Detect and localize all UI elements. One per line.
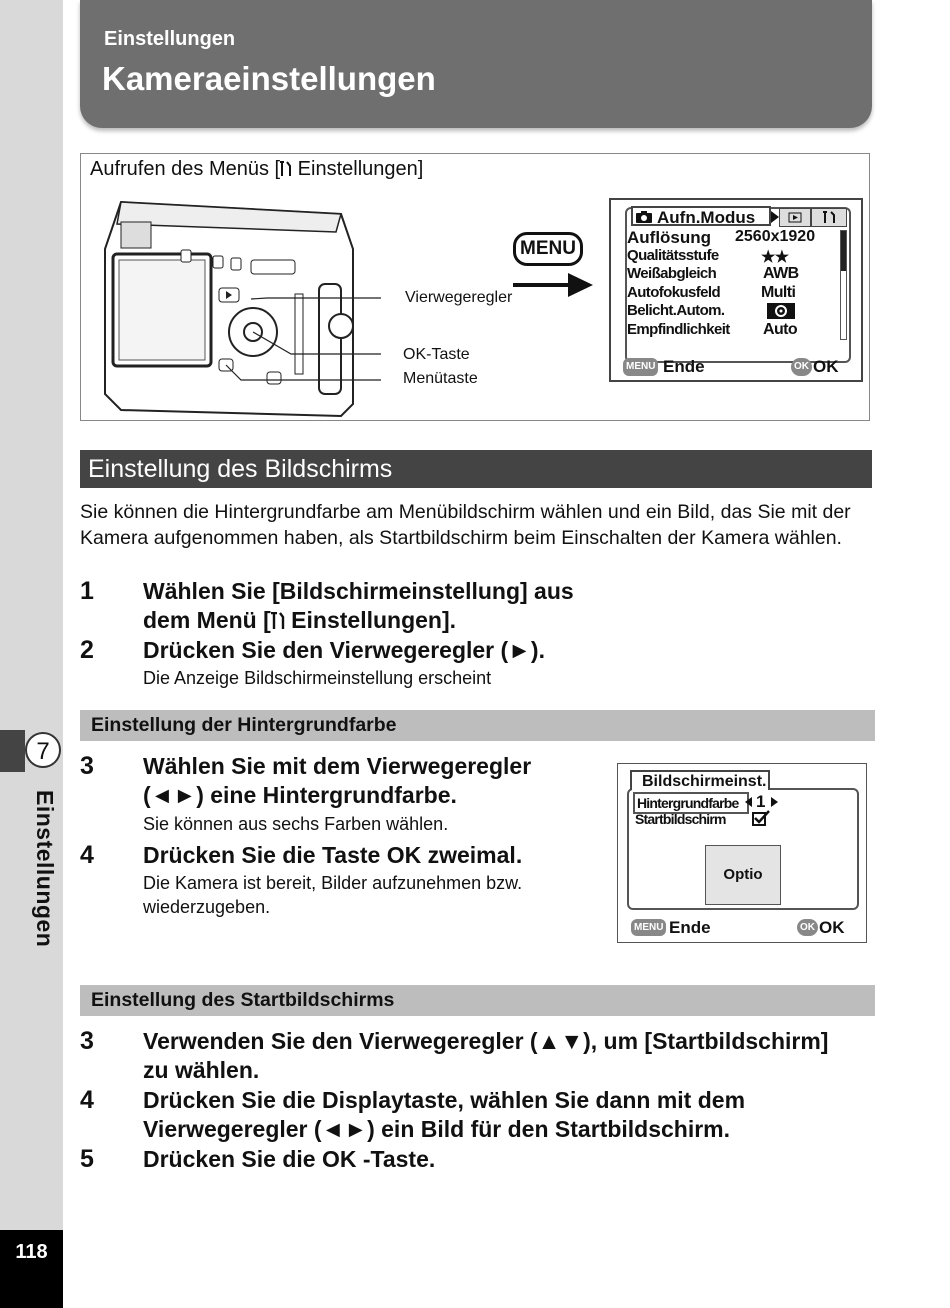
- tab-display-settings: Bildschirmeinst.: [630, 770, 770, 790]
- menu-access-figure: [80, 153, 870, 421]
- end-label: Ende: [663, 357, 705, 376]
- wrench-icon: [280, 161, 292, 177]
- header-subtitle: Einstellungen: [104, 28, 236, 50]
- arrow-right-icon: [771, 797, 778, 807]
- callout-ok-button: OK-Taste: [403, 346, 470, 363]
- row-value-white-balance: AWB: [763, 265, 799, 282]
- step-text: Drücken Sie die Taste OK zweimal.: [143, 842, 523, 868]
- end-label: Ende: [669, 918, 711, 937]
- metering-icon: [767, 303, 795, 319]
- callout-menu-button: Menütaste: [403, 370, 478, 387]
- callout-four-way-controller: Vierwegeregler: [405, 289, 513, 306]
- step-text: Wählen Sie [Bildschirmeinstellung] aus dem Menü [ Einstellungen].: [143, 578, 574, 633]
- step-number: 4: [80, 1086, 94, 1114]
- row-value-quality: ★★: [761, 248, 789, 266]
- row-label-start-screen: Startbildschirm: [635, 811, 726, 827]
- start-screen-preview: Optio: [705, 845, 781, 905]
- step-text: Drücken Sie die Displaytaste, wählen Sie dann mit dem Vierwegeregler (◄►) ein Bild für den Startbildschirm.: [143, 1087, 746, 1142]
- step-description: Die Anzeige Bildschirmeinstellung erscheint: [143, 668, 492, 688]
- tab-playback: [779, 208, 811, 227]
- row-label-background-color: Hintergrundfarbe: [633, 792, 749, 814]
- section-heading: Einstellung des Bildschirms: [80, 450, 872, 488]
- ok-key-tag: OK: [797, 919, 818, 936]
- step-number: 4: [80, 841, 94, 869]
- play-icon: [780, 209, 810, 226]
- step-text: Drücken Sie den Vierwegeregler (►).: [143, 637, 545, 663]
- tab-shooting-mode: Aufn.Modus: [631, 206, 771, 226]
- step-number: 2: [80, 636, 94, 664]
- arrow-right-icon: [513, 270, 593, 300]
- row-label-af-area: Autofokusfeld: [627, 283, 721, 301]
- menu-screen-preview: [609, 198, 863, 382]
- wrench-icon: [812, 209, 846, 226]
- subsection-heading-start-screen: Einstellung des Startbildschirms: [80, 985, 875, 1016]
- row-label-auto-exposure: Belicht.Autom.: [627, 302, 725, 319]
- page-title: Kameraeinstellungen: [102, 60, 436, 97]
- row-value-resolution: 2560x1920: [735, 228, 816, 245]
- row-value-sensitivity: Auto: [763, 320, 798, 338]
- subsection-heading-background: Einstellung der Hintergrundfarbe: [80, 710, 875, 741]
- chapter-sidebar: [0, 0, 63, 1308]
- menu-key-tag: MENU: [623, 358, 658, 376]
- chapter-tab: [0, 730, 63, 772]
- menu-button-symbol: MENU: [513, 232, 583, 266]
- camera-illustration: [91, 194, 381, 424]
- figure-caption: Aufrufen des Menüs [ Einstellungen]: [90, 158, 424, 180]
- section-intro: Sie können die Hintergrundfarbe am Menübildschirm wählen und ein Bild, das Sie mit der Kamera aufgenommen haben, als Startbildschirm beim Einschalten der Kamera wählen.: [80, 501, 851, 549]
- ok-label: OK: [813, 357, 839, 376]
- row-label-resolution: Auflösung: [627, 228, 712, 247]
- step-text: Drücken Sie die OK -Taste.: [143, 1146, 436, 1172]
- step-number: 3: [80, 752, 94, 780]
- step-description: Die Kamera ist bereit, Bilder aufzunehmen bzw. wiederzugeben.: [143, 873, 523, 917]
- row-label-sensitivity: Empfindlichkeit: [627, 320, 730, 338]
- page-number: 118: [0, 1230, 63, 1308]
- step-description: Sie können aus sechs Farben wählen.: [143, 814, 449, 834]
- row-label-white-balance: Weißabgleich: [627, 265, 717, 282]
- row-label-quality: Qualitätsstufe: [627, 246, 719, 264]
- menu-key-tag: MENU: [631, 919, 666, 936]
- row-value-af-area: Multi: [761, 283, 796, 301]
- step-number: 3: [80, 1027, 94, 1055]
- tab-arrow-icon: [771, 211, 779, 223]
- step-number: 1: [80, 577, 94, 605]
- arrow-left-icon: [745, 797, 752, 807]
- step-text: Wählen Sie mit dem Vierwegeregler (◄►) eine Hintergrundfarbe.: [143, 753, 532, 808]
- display-settings-screen: [617, 763, 867, 943]
- chapter-number: 7: [25, 732, 61, 768]
- step-number: 5: [80, 1145, 94, 1173]
- checkbox-checked-icon: [752, 810, 770, 826]
- ok-key-tag: OK: [791, 358, 812, 376]
- wrench-icon: [271, 612, 285, 630]
- row-value-background-color: 1: [756, 792, 766, 811]
- page-header: [80, 0, 872, 128]
- chapter-tab-bar: [0, 730, 25, 772]
- chapter-label-wrap: [6, 790, 66, 960]
- chapter-label: Einstellungen: [32, 790, 58, 948]
- tab-setup: [811, 208, 847, 227]
- ok-label: OK: [819, 918, 845, 937]
- step-text: Verwenden Sie den Vierwegeregler (▲▼), um [Startbildschirm] zu wählen.: [143, 1028, 829, 1083]
- camera-icon: [636, 211, 652, 223]
